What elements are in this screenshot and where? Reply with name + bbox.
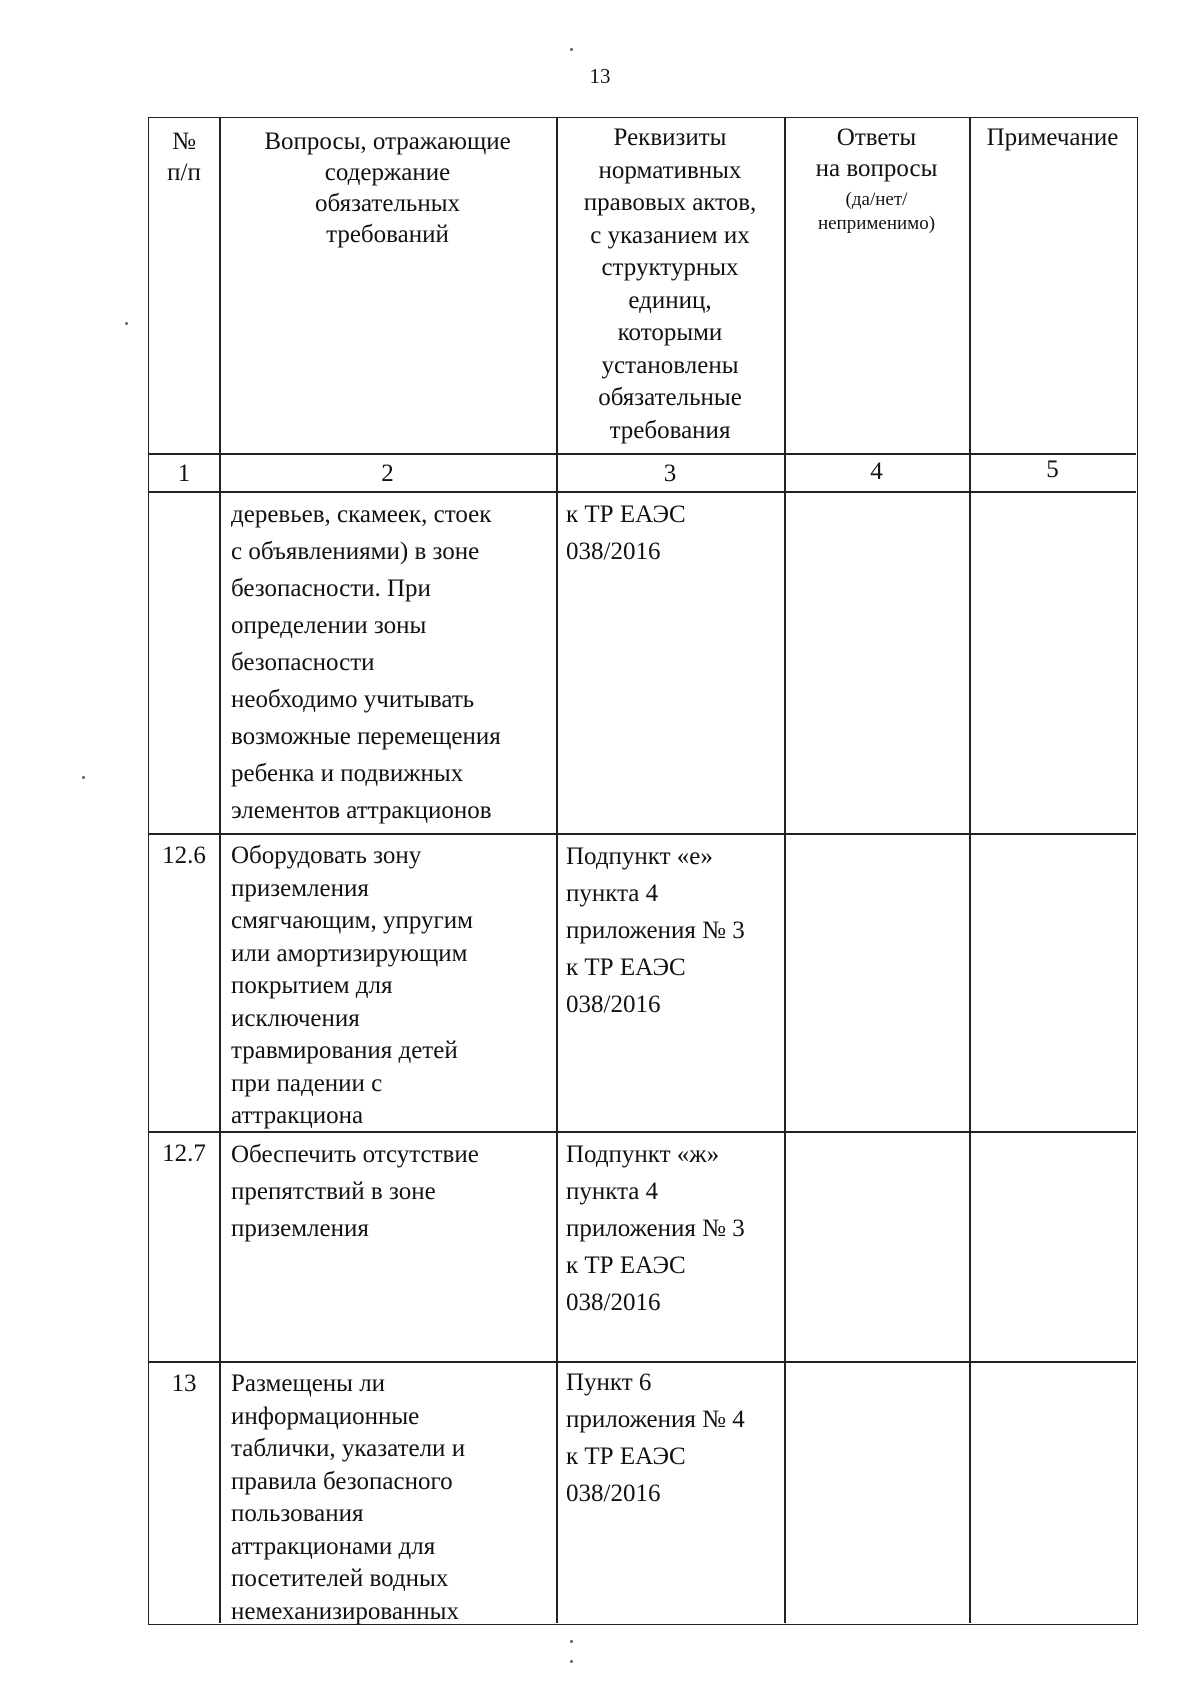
table-rule (784, 118, 786, 1623)
row-question: Оборудовать зону приземления смягчающим, упругим или амортизирующим покрытием для исключения травмирования детей при падении с аттракциона (231, 842, 473, 1129)
row-question: Размещены ли информационные таблички, указатели и правила безопасного пользования аттракционами для посетителей водных немеханизированных (231, 1370, 466, 1625)
row-reference: к ТР ЕАЭС 038/2016 (566, 501, 686, 565)
column-number: 5 (1046, 456, 1059, 483)
header-number: № п/п (167, 128, 201, 186)
column-number: 1 (177, 460, 191, 487)
table-rule (969, 118, 971, 1623)
scan-speck (570, 1660, 573, 1663)
row-number: 12.7 (162, 1140, 206, 1167)
scan-speck (125, 322, 128, 325)
row-number: 12.6 (162, 842, 206, 869)
row-reference: Подпункт «ж» пункта 4 приложения № 3 к ТР ЕАЭС 038/2016 (566, 1141, 745, 1316)
header-questions: Вопросы, отражающие содержание обязательных требований (264, 128, 511, 248)
table-rule (149, 1361, 1136, 1363)
row-question: деревьев, скамеек, стоек с объявлениями) в зоне безопасности. При определении зоны безопасности необходимо учитывать возможные перемещения ребенка и подвижных элементов аттракционов (231, 501, 501, 824)
requirements-table (148, 117, 1138, 1625)
table-rule (149, 491, 1136, 493)
table-rule (219, 118, 221, 1623)
table-rule (149, 833, 1136, 835)
header-answers: Ответы на вопросы (815, 124, 938, 182)
header-legal-acts: Реквизиты нормативных правовых актов, с указанием их структурных единиц, которыми установлены обязательные требования (583, 124, 757, 444)
row-question: Обеспечить отсутствие препятствий в зоне приземления (231, 1141, 479, 1242)
row-reference: Пункт 6 приложения № 4 к ТР ЕАЭС 038/2016 (566, 1369, 745, 1507)
column-number: 2 (381, 460, 394, 487)
column-number: 3 (663, 460, 677, 487)
row-number: 13 (171, 1370, 197, 1397)
page-number: 13 (589, 64, 611, 88)
scan-speck (82, 776, 85, 779)
header-note: Примечание (986, 124, 1119, 151)
scan-speck (570, 1640, 573, 1643)
column-number: 4 (870, 458, 883, 485)
header-answers-options: (да/нет/ неприменимо) (817, 189, 936, 234)
row-reference: Подпункт «е» пункта 4 приложения № 3 к ТР ЕАЭС 038/2016 (566, 843, 745, 1018)
scan-speck (570, 48, 573, 51)
